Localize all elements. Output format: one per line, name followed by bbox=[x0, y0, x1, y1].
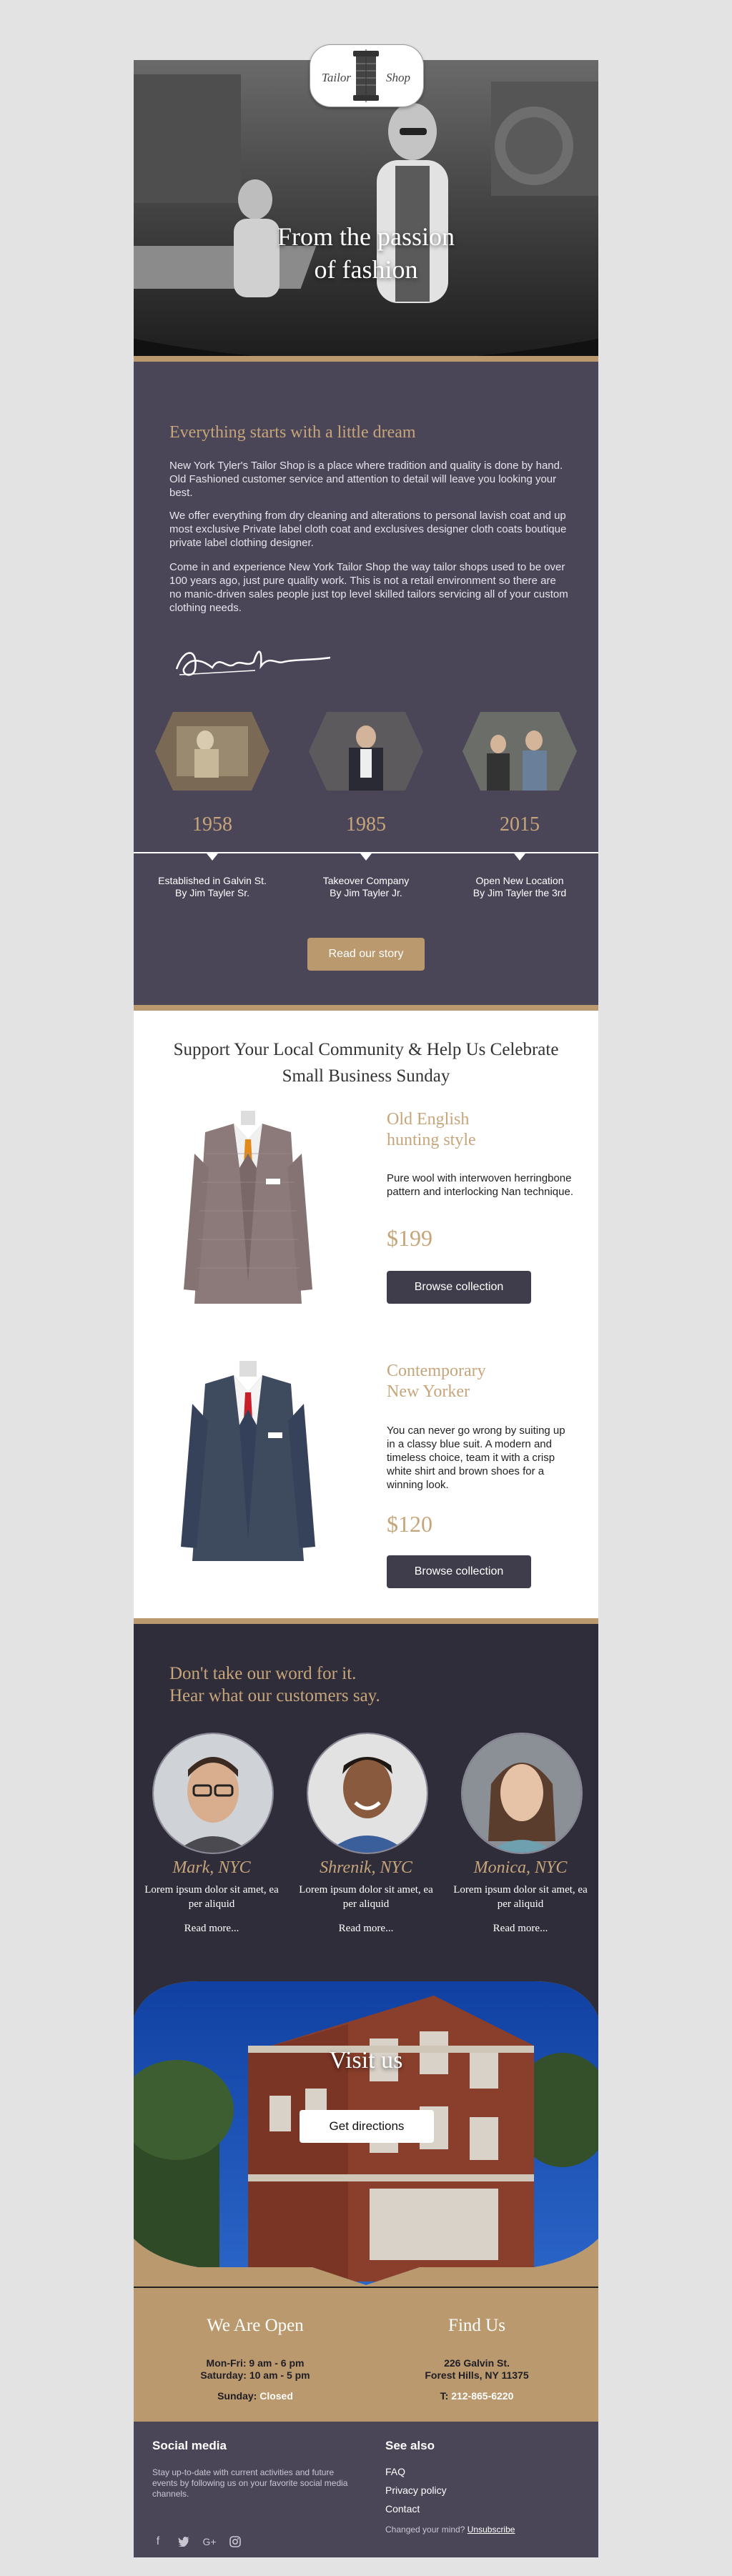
testimonial-text: Lorem ipsum dolor sit amet, ea per aliquid bbox=[453, 1884, 588, 1910]
testimonial-name-monica: Monica, NYC bbox=[473, 1858, 568, 1877]
faq-link[interactable]: FAQ bbox=[385, 2466, 406, 2477]
avatar-photo bbox=[308, 1734, 427, 1853]
read-more-link[interactable]: Read more... bbox=[184, 1923, 239, 1934]
address-line1: 226 Galvin St. bbox=[444, 2357, 510, 2369]
logo-word-tailor: Tailor bbox=[322, 71, 351, 84]
product-name-old-english bbox=[387, 1109, 573, 1151]
facebook-icon[interactable]: f bbox=[156, 2535, 160, 2547]
read-our-story-button[interactable]: Read our story bbox=[307, 938, 425, 971]
sunday-value: Closed bbox=[259, 2390, 293, 2402]
year-2015: 2015 bbox=[500, 813, 540, 836]
gold-divider bbox=[134, 1005, 598, 1011]
timeline-marker-2 bbox=[360, 853, 372, 861]
phone-label: T: bbox=[440, 2390, 449, 2402]
hours-weekday: Mon-Fri: 9 am - 6 pm bbox=[206, 2357, 305, 2369]
hero-title-line1: From the passion bbox=[277, 222, 455, 251]
hero-title bbox=[134, 220, 598, 286]
gold-divider bbox=[134, 1618, 598, 1624]
product-description: You can never go wrong by suiting up in a classy blue suit. A modern and timeless choice, team it with a crisp white shirt and brown shoes for a winning look. bbox=[387, 1425, 565, 1491]
testimonial-name-shrenik: Shrenik, NYC bbox=[320, 1858, 412, 1877]
avatar-mark bbox=[152, 1733, 274, 1854]
footer bbox=[134, 2422, 598, 2557]
milestone-1985-line2: By Jim Tayler Jr. bbox=[330, 887, 402, 898]
milestone-text-1958 bbox=[141, 875, 284, 899]
milestone-2015-line1: Open New Location bbox=[475, 875, 564, 886]
milestone-text-2015 bbox=[448, 875, 591, 899]
get-directions-button[interactable]: Get directions bbox=[300, 2110, 434, 2143]
avatar-shrenik bbox=[307, 1733, 428, 1854]
social-media-text: Stay up-to-date with current activities and future events by following us on your favorite social media channels. bbox=[152, 2467, 348, 2499]
story-paragraph-3: Come in and experience New York Tailor Shop the way tailor shops used to be over 100 years ago, just pure quality work. This is not a retail environment so there are no manic-driven sales people just top level skilled tailors servicing all of your custom clothing needs. bbox=[169, 561, 568, 614]
hours-location-section bbox=[134, 2289, 598, 2422]
unsubscribe-link[interactable]: Unsubscribe bbox=[467, 2525, 515, 2535]
product-name-line1: Contemporary bbox=[387, 1362, 486, 1380]
testimonials-title-line2: Hear what our customers say. bbox=[169, 1686, 380, 1705]
find-us-title: Find Us bbox=[448, 2316, 505, 2335]
read-more-link[interactable]: Read more... bbox=[338, 1923, 394, 1934]
year-1985: 1985 bbox=[346, 813, 386, 836]
open-hours-title: We Are Open bbox=[207, 2316, 304, 2335]
milestone-image-1985 bbox=[309, 712, 423, 791]
browse-collection-button[interactable]: Browse collection bbox=[387, 1555, 531, 1588]
milestone-1958-line2: By Jim Tayler Sr. bbox=[175, 887, 249, 898]
phone-number[interactable]: 212-865-6220 bbox=[451, 2390, 514, 2402]
story-paragraph-2: We offer everything from dry cleaning and alterations to personal lavish coat and up most exclusive Private label cloth coat and exclusives designer cloth coats boutique private label clothing designer. bbox=[169, 510, 567, 549]
product-name-line2: New Yorker bbox=[387, 1382, 470, 1401]
testimonial-name-mark: Mark, NYC bbox=[172, 1858, 251, 1877]
product-image-blue-suit[interactable] bbox=[177, 1361, 320, 1575]
story-section bbox=[134, 362, 598, 1005]
milestone-2015-line2: By Jim Tayler the 3rd bbox=[473, 887, 567, 898]
product-price: $199 bbox=[387, 1225, 432, 1251]
story-heading: Everything starts with a little dream bbox=[169, 423, 416, 442]
contact-link[interactable]: Contact bbox=[385, 2503, 420, 2515]
twitter-icon[interactable] bbox=[175, 2533, 192, 2550]
address-line2: Forest Hills, NY 11375 bbox=[425, 2369, 529, 2381]
avatar-photo bbox=[154, 1734, 272, 1853]
timeline-marker-1 bbox=[207, 853, 218, 861]
avatar-photo bbox=[463, 1734, 581, 1853]
hours-saturday: Saturday: 10 am - 5 pm bbox=[200, 2369, 310, 2381]
testimonial-text: Lorem ipsum dolor sit amet, ea per aliquid bbox=[299, 1884, 433, 1910]
logo-word-shop: Shop bbox=[386, 71, 410, 84]
hero-title-line2: of fashion bbox=[314, 255, 418, 284]
email-container bbox=[134, 0, 598, 2576]
product-description: Pure wool with interwoven herringbone pattern and interlocking Nan technique. bbox=[387, 1172, 574, 1198]
products-title bbox=[162, 1036, 570, 1089]
testimonials-title-line1: Don't take our word for it. bbox=[169, 1664, 357, 1683]
sunday-label: Sunday: bbox=[217, 2390, 257, 2402]
product-name-line1: Old English bbox=[387, 1110, 470, 1129]
products-title-line2: Small Business Sunday bbox=[282, 1066, 450, 1086]
avatar-monica bbox=[461, 1733, 583, 1854]
product-name-line2: hunting style bbox=[387, 1131, 476, 1149]
browse-collection-button[interactable]: Browse collection bbox=[387, 1271, 531, 1304]
hours-sunday bbox=[148, 2390, 362, 2402]
changed-mind-text: Changed your mind? bbox=[385, 2525, 465, 2535]
timeline-marker-3 bbox=[514, 853, 525, 861]
signature-image bbox=[169, 640, 334, 683]
milestone-text-1985 bbox=[295, 875, 437, 899]
gold-divider bbox=[134, 356, 598, 362]
instagram-icon[interactable] bbox=[227, 2533, 244, 2550]
milestone-image-1958 bbox=[155, 712, 269, 791]
testimonial-text: Lorem ipsum dolor sit amet, ea per aliquid bbox=[144, 1884, 279, 1910]
milestone-1985-line1: Takeover Company bbox=[322, 875, 410, 886]
testimonials-title bbox=[169, 1663, 380, 1707]
spool-icon bbox=[352, 49, 380, 102]
google-plus-icon[interactable]: G+ bbox=[202, 2536, 217, 2547]
story-paragraph-1: New York Tyler's Tailor Shop is a place where tradition and quality is done by hand. Old Fashioned customer service and attention to detail will leave you looking your best. bbox=[169, 460, 563, 499]
milestone-1958-line1: Established in Galvin St. bbox=[158, 875, 267, 886]
products-section bbox=[134, 1011, 598, 1618]
social-media-heading: Social media bbox=[152, 2439, 227, 2452]
testimonials-section bbox=[134, 1624, 598, 2289]
product-image-tweed-jacket[interactable] bbox=[177, 1111, 320, 1318]
unsubscribe-line bbox=[385, 2525, 515, 2535]
see-also-heading: See also bbox=[385, 2439, 435, 2452]
product-price: $120 bbox=[387, 1511, 432, 1537]
phone bbox=[370, 2390, 584, 2402]
products-title-line1: Support Your Local Community & Help Us Celebrate bbox=[173, 1040, 559, 1059]
visit-us-title: Visit us bbox=[329, 2047, 403, 2074]
shop-logo[interactable] bbox=[310, 44, 424, 107]
read-more-link[interactable]: Read more... bbox=[493, 1923, 548, 1934]
milestone-image-2015 bbox=[463, 712, 577, 791]
year-1958: 1958 bbox=[192, 813, 232, 836]
privacy-policy-link[interactable]: Privacy policy bbox=[385, 2485, 447, 2496]
product-name-contemporary bbox=[387, 1361, 573, 1402]
